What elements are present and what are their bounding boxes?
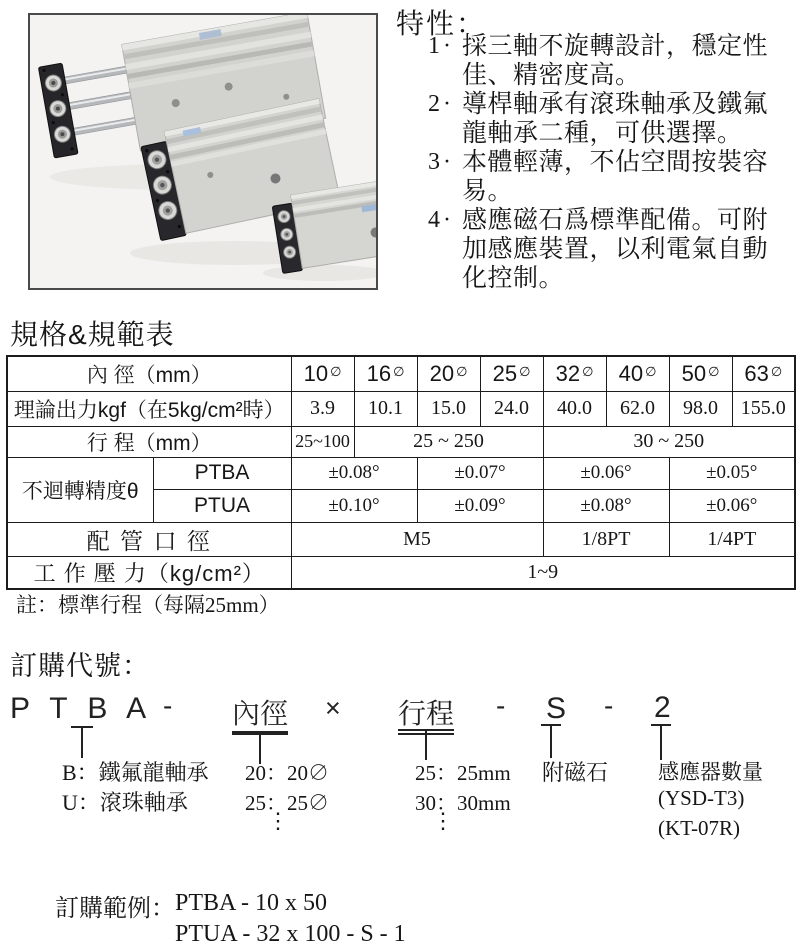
diameter-symbol: ∅ [708,363,720,379]
ordering-title: 訂購代號： [10,651,150,681]
feature-item [428,148,784,206]
bore-cell [606,356,669,391]
code-dash: - [163,690,173,721]
code-stroke: 行程 [398,692,454,735]
cylinders-illustration [30,15,376,288]
feature-marker: 4· [428,207,454,233]
precision-cell: ±0.06° [543,457,669,489]
legend-bearing-u: U：滾珠軸承 [62,790,188,815]
rotation-label: 不迴轉精度θ [7,457,153,522]
bore-cell [480,356,543,391]
feature-text: 本體輕薄，不佔空間按裝容易。 [462,149,769,205]
feature-text: 採三軸不旋轉設計，穩定性佳、精密度高。 [462,33,769,89]
spec-table-title: 規格&規範表 [10,319,175,350]
code-dash: - [496,690,506,721]
legend-stroke-25: 25：25mm [415,761,511,785]
legend-sensor-ysd: (YSD-T3) [658,786,745,810]
force-cell: 62.0 [606,391,669,426]
leader-line-magnet [541,724,561,758]
stroke-row [7,426,795,457]
leader-line-qty [651,724,671,760]
bore-cell [354,356,417,391]
leader-line-bearing [71,726,93,758]
example-lines [175,888,406,949]
legend-stroke-30: 30：30mm [415,791,511,815]
precision-cell: ±0.09° [417,489,543,522]
stroke-label: 行 程（mm） [7,426,291,457]
force-label: 理論出力kgf（在5kg/cm²時） [7,391,291,426]
force-cell: 98.0 [669,391,732,426]
piping-cell: M5 [291,522,543,556]
precision-cell: ±0.08° [291,457,417,489]
legend-bearing-b: B：鐵氟龍軸承 [62,760,209,785]
force-cell: 10.1 [354,391,417,426]
feature-marker: 2· [428,91,454,117]
stroke-cell: 25 ~ 250 [354,426,543,457]
code-magnet: S [546,692,567,725]
bore-value: 40 [618,360,644,386]
bore-row [7,356,795,391]
force-cell: 15.0 [417,391,480,426]
bore-cell [543,356,606,391]
legend-magnet: 附磁石 [542,760,609,785]
force-cell: 3.9 [291,391,354,426]
model-name: PTUA [153,489,291,522]
code-dash: - [604,690,614,721]
bore-cell [732,356,795,391]
bore-value: 25 [492,360,518,386]
diameter-symbol: ∅ [456,363,468,379]
stroke-cell: 30 ~ 250 [543,426,795,457]
vertical-ellipsis: ⋮ [432,808,454,833]
legend-sensor-kt: (KT-07R) [658,816,741,840]
pressure-row [7,556,795,589]
force-cell: 40.0 [543,391,606,426]
feature-marker: 1· [428,33,454,59]
example-label: 訂購範例： [55,896,175,922]
force-cell: 155.0 [732,391,795,426]
code-times: × [325,693,341,723]
pressure-label: 工 作 壓 力（kg/cm²） [7,556,291,589]
vertical-ellipsis: ⋮ [267,808,289,833]
precision-cell: ±0.08° [543,489,669,522]
feature-text: 感應磁石爲標準配備。可附加感應裝置，以利電氣自動化控制。 [462,207,769,292]
force-row [7,391,795,426]
stroke-cell: 25~100 [291,426,354,457]
precision-cell: ±0.05° [669,457,795,489]
legend-bore-20: 20：20∅ [245,761,329,785]
bore-value: 10 [303,360,329,386]
bore-value: 50 [681,360,707,386]
diameter-symbol: ∅ [393,363,405,379]
code-series: P T B A [10,692,153,725]
spec-table-note: 註：標準行程（每隔25mm） [16,593,280,617]
code-sensor-qty: 2 [654,691,671,724]
diameter-symbol: ∅ [330,363,342,379]
piping-row [7,522,795,556]
bore-value: 16 [366,360,392,386]
features-title: 特性： [396,8,487,39]
precision-cell: ±0.10° [291,489,417,522]
diameter-symbol: ∅ [770,363,783,379]
bore-value: 32 [555,360,581,386]
feature-marker: 3· [428,149,454,175]
bore-cell [291,356,354,391]
legend-bore-25: 25：25∅ [245,791,329,815]
feature-item [428,206,784,293]
piping-cell: 1/4PT [669,522,795,556]
feature-text: 導桿軸承有滾珠軸承及鐵氟龍軸承二種，可供選擇。 [462,91,769,147]
rotation-row-ptba [7,457,795,489]
precision-cell: ±0.07° [417,457,543,489]
leader-line-stroke [398,729,454,760]
legend-sensor-qty: 感應器數量 [658,760,763,784]
example-line-1: PTBA - 10 x 50 [175,890,328,916]
bore-cell [417,356,480,391]
product-photo [28,13,378,290]
bore-value: 20 [429,360,455,386]
diameter-symbol: ∅ [582,363,594,379]
feature-item [428,32,784,90]
bore-label: 內 徑（mm） [7,356,291,391]
feature-item [428,90,784,148]
features-list [428,32,784,293]
piping-label: 配 管 口 徑 [7,522,291,556]
bore-cell [669,356,732,391]
pressure-cell: 1~9 [291,556,795,589]
diameter-symbol: ∅ [519,363,531,379]
piping-cell: 1/8PT [543,522,669,556]
code-bore: 內徑 [232,692,288,735]
precision-cell: ±0.06° [669,489,795,522]
force-cell: 24.0 [480,391,543,426]
ordering-example [55,888,406,949]
bore-value: 63 [744,360,769,386]
spec-table [6,355,796,590]
model-name: PTBA [153,457,291,489]
example-line-2: PTUA - 32 x 100 - S - 1 [175,921,406,947]
diameter-symbol: ∅ [645,363,657,379]
